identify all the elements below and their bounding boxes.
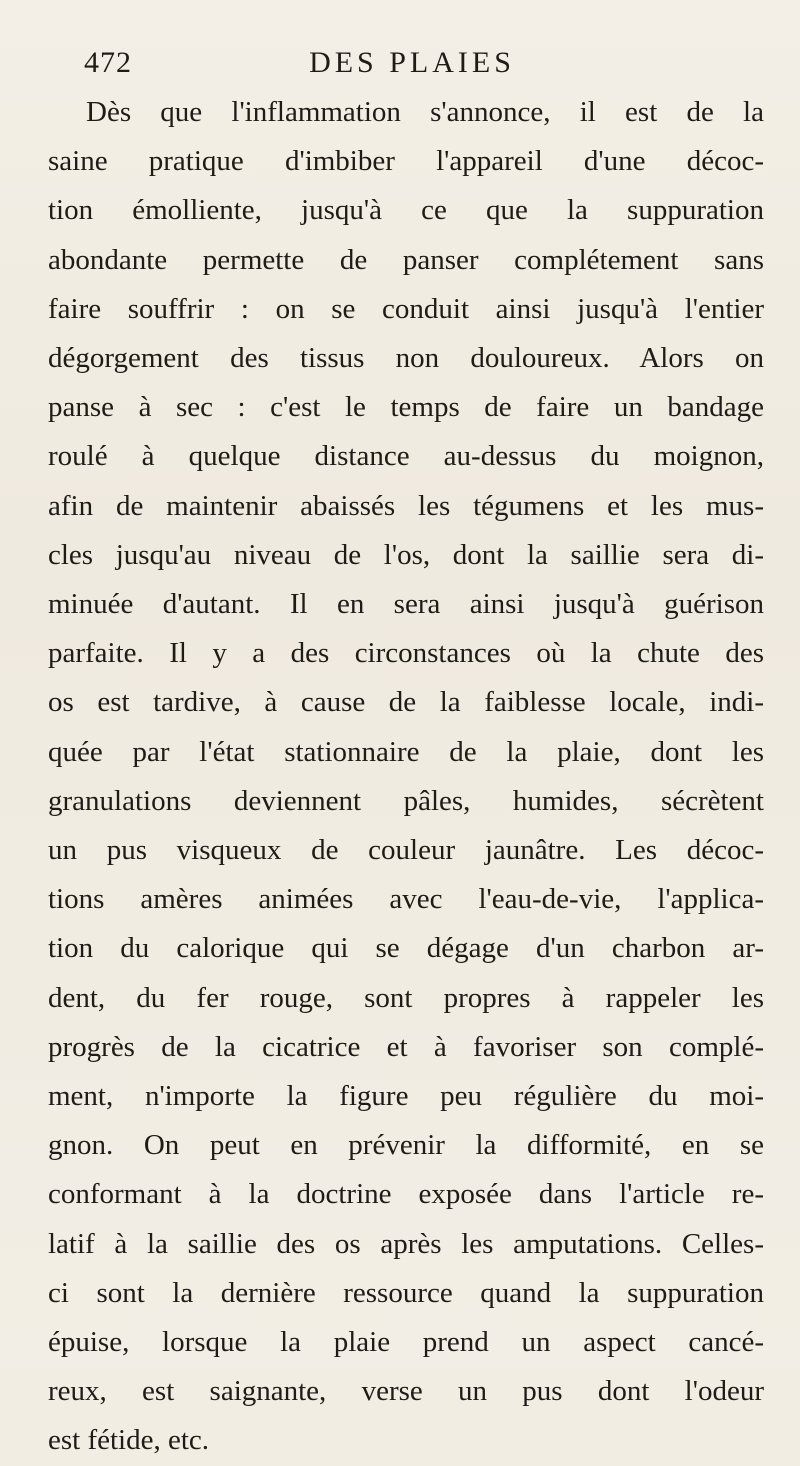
text-line: cles jusqu'au niveau de l'os, dont la saillie sera di-	[48, 538, 764, 571]
text-line: progrès de la cicatrice et à favoriser son complé-	[48, 1030, 764, 1063]
text-line: dégorgement des tissus non douloureux. Alors on	[48, 342, 764, 375]
text-line: afin de maintenir abaissés les tégumens et les mus-	[48, 489, 764, 522]
running-head: DES PLAIES	[309, 46, 515, 79]
text-line: reux, est saignante, verse un pus dont l'odeur	[48, 1375, 764, 1408]
text-line: gnon. On peut en prévenir la difformité, en se	[48, 1129, 764, 1162]
text-line: saine pratique d'imbiber l'appareil d'une décoc-	[48, 145, 764, 178]
text-line: roulé à quelque distance au-dessus du moignon,	[48, 440, 764, 473]
text-line: quée par l'état stationnaire de la plaie, dont les	[48, 735, 764, 768]
text-line: panse à sec : c'est le temps de faire un bandage	[48, 391, 764, 424]
page-number: 472	[84, 46, 132, 79]
body-paragraph	[48, 88, 764, 1466]
page-header	[84, 46, 740, 90]
text-line: abondante permette de panser complétement sans	[48, 243, 764, 276]
text-line: tion émolliente, jusqu'à ce que la suppuration	[48, 194, 764, 227]
text-line: dent, du fer rouge, sont propres à rappeler les	[48, 981, 764, 1014]
text-line: parfaite. Il y a des circonstances où la chute des	[48, 637, 764, 670]
text-line: est fétide, etc.	[48, 1424, 210, 1457]
text-line: tions amères animées avec l'eau-de-vie, l'applica-	[48, 883, 764, 916]
text-line: un pus visqueux de couleur jaunâtre. Les décoc-	[48, 834, 764, 867]
text-line: ment, n'importe la figure peu régulière du moi-	[48, 1080, 764, 1113]
text-line: granulations deviennent pâles, humides, sécrètent	[48, 784, 764, 817]
text-line: tion du calorique qui se dégage d'un charbon ar-	[48, 932, 764, 965]
text-line: minuée d'autant. Il en sera ainsi jusqu'à guérison	[48, 588, 764, 621]
text-line: faire souffrir : on se conduit ainsi jusqu'à l'entier	[48, 292, 764, 325]
text-line: latif à la saillie des os après les amputations. Celles-	[48, 1227, 764, 1260]
text-line: ci sont la dernière ressource quand la suppuration	[48, 1276, 764, 1309]
text-line: conformant à la doctrine exposée dans l'article re-	[48, 1178, 764, 1211]
text-line: os est tardive, à cause de la faiblesse locale, indi-	[48, 686, 764, 719]
text-line: Dès que l'inflammation s'annonce, il est de la	[86, 96, 764, 128]
text-line: épuise, lorsque la plaie prend un aspect cancé-	[48, 1326, 764, 1359]
